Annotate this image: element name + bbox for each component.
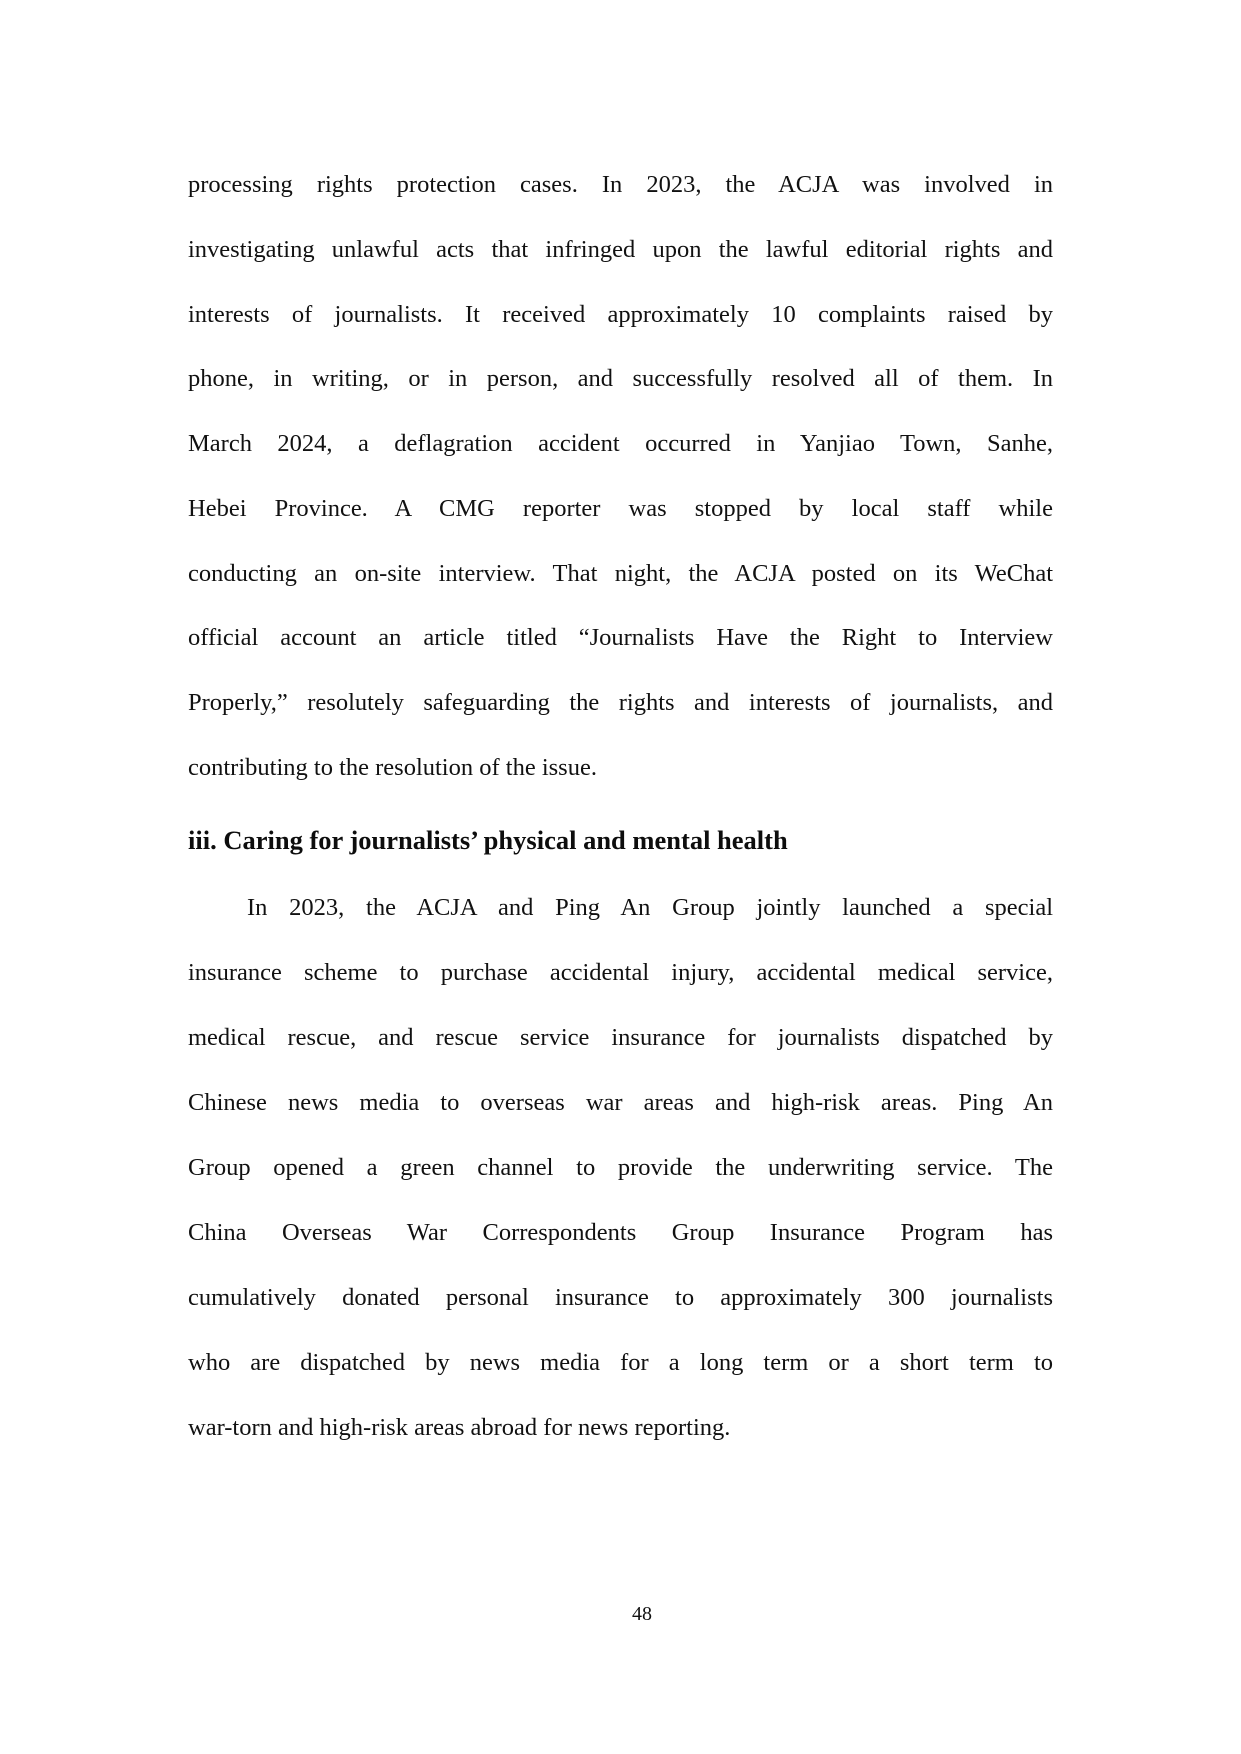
text-line: Group opened a green channel to provide the underwriting service. The: [188, 1154, 1053, 1181]
text-line: contributing to the resolution of the issue.: [188, 754, 597, 781]
text-line: official account an article titled “Journalists Have the Right to Interview: [188, 624, 1053, 651]
text-line: cumulatively donated personal insurance to approximately 300 journalists: [188, 1284, 1053, 1311]
text-line: Properly,” resolutely safeguarding the rights and interests of journalists, and: [188, 689, 1053, 716]
text-line: medical rescue, and rescue service insurance for journalists dispatched by: [188, 1024, 1053, 1051]
text-line: who are dispatched by news media for a long term or a short term to: [188, 1349, 1053, 1376]
text-line: conducting an on-site interview. That night, the ACJA posted on its WeChat: [188, 560, 1053, 587]
text-line: phone, in writing, or in person, and successfully resolved all of them. In: [188, 365, 1053, 392]
text-line: March 2024, a deflagration accident occurred in Yanjiao Town, Sanhe,: [188, 430, 1053, 457]
section-heading: iii. Caring for journalists’ physical and mental health: [188, 825, 788, 855]
text-line: interests of journalists. It received approximately 10 complaints raised by: [188, 301, 1053, 328]
text-line: China Overseas War Correspondents Group Insurance Program has: [188, 1219, 1053, 1246]
text-line: war-torn and high-risk areas abroad for news reporting.: [188, 1414, 731, 1441]
text-line: investigating unlawful acts that infringed upon the lawful editorial rights and: [188, 236, 1053, 263]
text-line: insurance scheme to purchase accidental injury, accidental medical service,: [188, 959, 1053, 986]
text-line: Hebei Province. A CMG reporter was stopped by local staff while: [188, 495, 1053, 522]
text-line: In 2023, the ACJA and Ping An Group jointly launched a special: [247, 894, 1053, 921]
text-line: Chinese news media to overseas war areas and high-risk areas. Ping An: [188, 1089, 1053, 1116]
page-number: 48: [632, 1603, 652, 1625]
text-line: processing rights protection cases. In 2023, the ACJA was involved in: [188, 171, 1053, 198]
